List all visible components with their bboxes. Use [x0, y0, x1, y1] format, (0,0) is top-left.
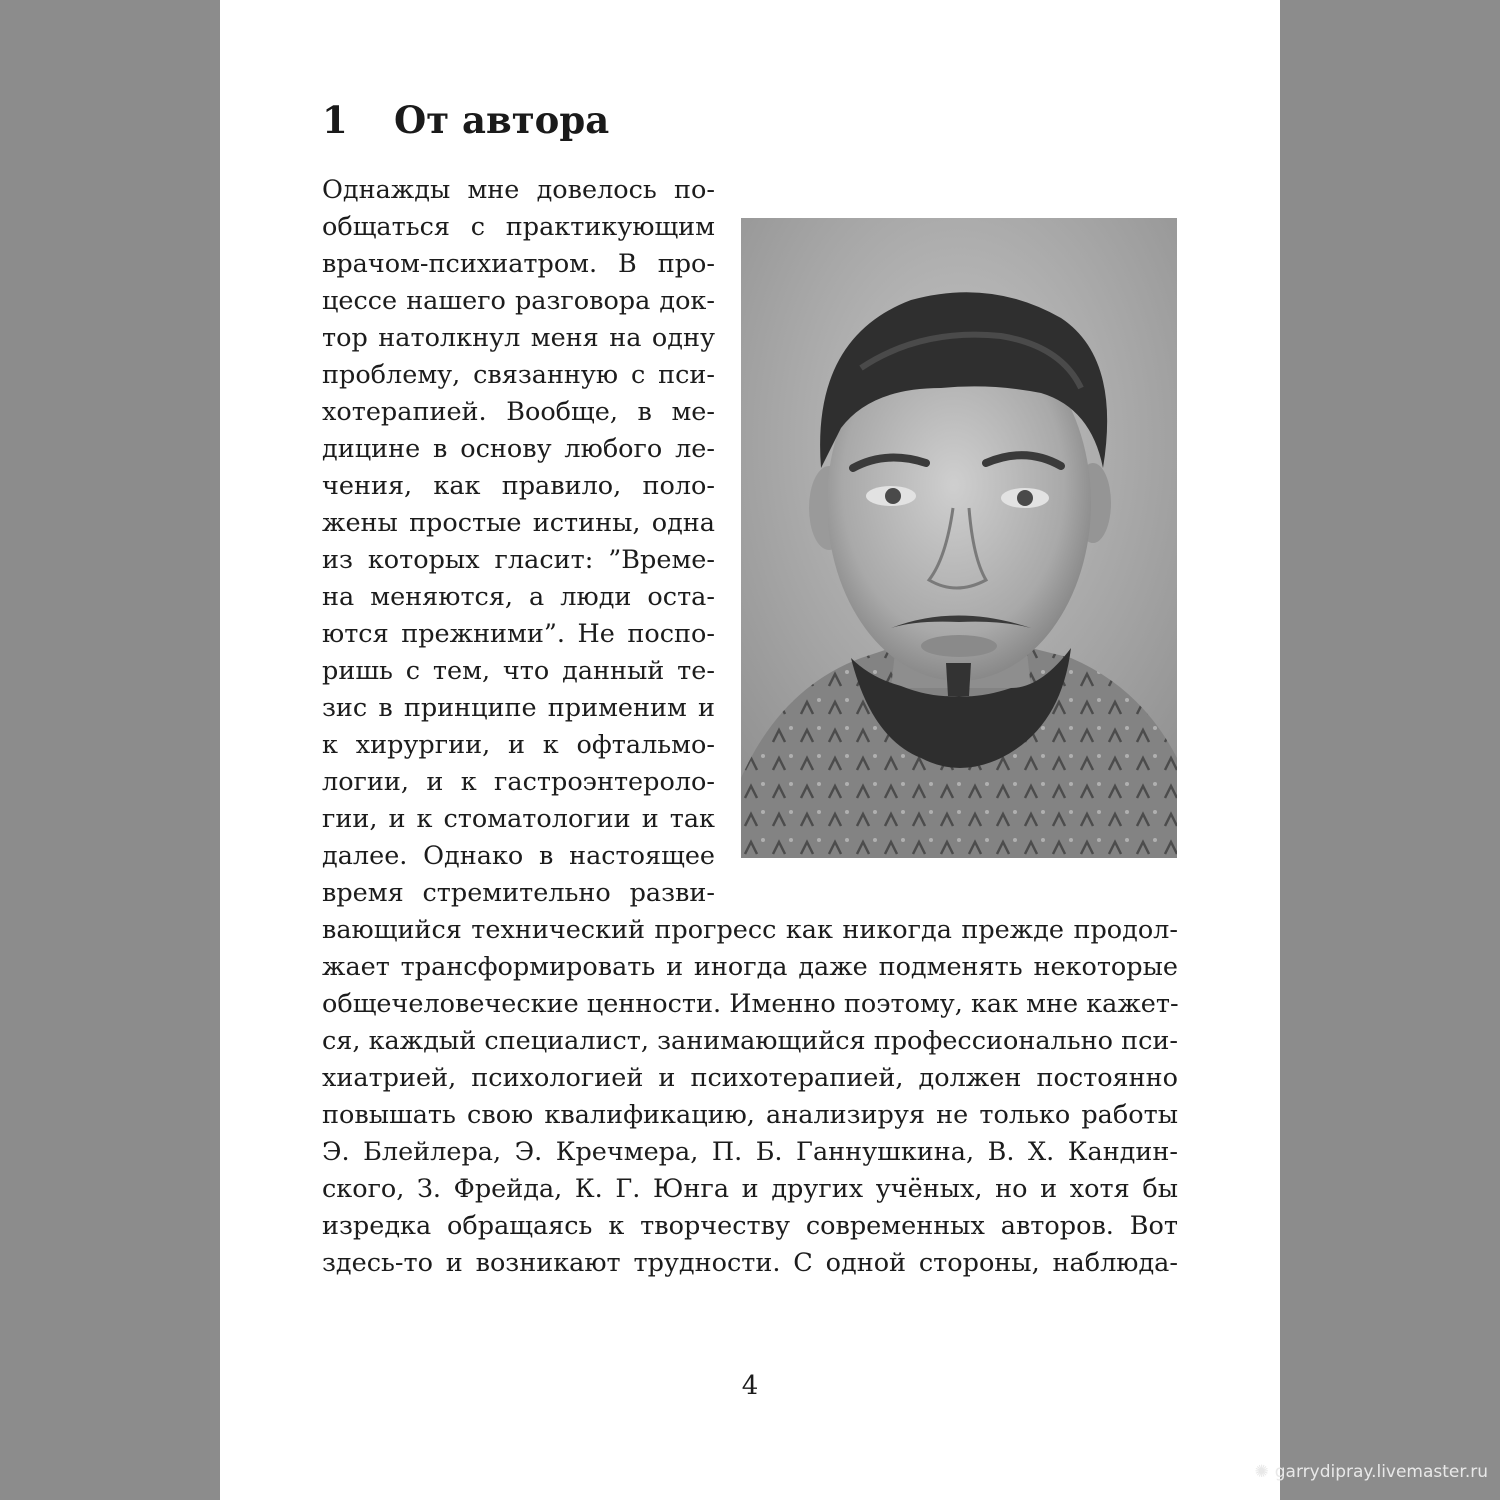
- body-line: на меняются, а люди оста-: [322, 582, 715, 612]
- body-line: тор натолкнул меня на одну: [322, 323, 715, 353]
- body-line: к хирургии, и к офтальмо-: [322, 730, 715, 760]
- body-line: ся, каждый специалист, занимающийся профессионально пси-: [322, 1026, 1178, 1056]
- body-line: ришь с тем, что данный те-: [322, 656, 715, 686]
- body-line: Э. Блейлера, Э. Кречмера, П. Б. Ганнушкина, В. Х. Кандин-: [322, 1137, 1178, 1167]
- body-line: время стремительно разви-: [322, 878, 715, 908]
- body-line: дицине в основу любого ле-: [322, 434, 715, 464]
- body-line: гии, и к стоматологии и так: [322, 804, 715, 834]
- body-line: логии, и к гастроэнтероло-: [322, 767, 715, 797]
- body-line: далее. Однако в настоящее: [322, 841, 715, 871]
- body-line: Однажды мне довелось по-: [322, 175, 715, 205]
- watermark: [1255, 1462, 1488, 1482]
- body-line: цессе нашего разговора док-: [322, 286, 715, 316]
- section-number: 1: [322, 98, 348, 142]
- body-line: повышать свою квалификацию, анализируя не только работы: [322, 1100, 1178, 1130]
- body-line: изредка обращаясь к творчеству современных авторов. Вот: [322, 1211, 1178, 1241]
- body-line: жены простые истины, одна: [322, 508, 715, 538]
- body-line: хиатрией, психологией и психотерапией, должен постоянно: [322, 1063, 1178, 1093]
- section-title: От автора: [394, 98, 610, 142]
- body-line: хотерапией. Вообще, в ме-: [322, 397, 715, 427]
- document-page: [220, 0, 1280, 1500]
- section-heading: [322, 96, 609, 144]
- sun-flower-icon: ✺: [1254, 1462, 1269, 1482]
- body-line: врачом-психиатром. В про-: [322, 249, 715, 279]
- body-line: общаться с практикующим: [322, 212, 715, 242]
- body-line: жает трансформировать и иногда даже подменять некоторые: [322, 952, 1178, 982]
- watermark-text: garrydipray.livemaster.ru: [1274, 1462, 1488, 1482]
- body-line: из которых гласит: ”Време-: [322, 545, 715, 575]
- body-line: зис в принципе применим и: [322, 693, 715, 723]
- body-line: вающийся технический прогресс как никогда прежде продол-: [322, 915, 1178, 945]
- body-line: ются прежними”. Не поспо-: [322, 619, 715, 649]
- body-line: здесь-то и возникают трудности. С одной стороны, наблюда-: [322, 1248, 1178, 1278]
- body-line: проблему, связанную с пси-: [322, 360, 715, 390]
- page-number: 4: [741, 1371, 759, 1401]
- body-line: общечеловеческие ценности. Именно поэтому, как мне кажет-: [322, 989, 1179, 1019]
- body-line: чения, как правило, поло-: [322, 471, 715, 501]
- body-line: ского, З. Фрейда, К. Г. Юнга и других учёных, но и хотя бы: [322, 1174, 1178, 1204]
- author-portrait-photo: [741, 218, 1177, 858]
